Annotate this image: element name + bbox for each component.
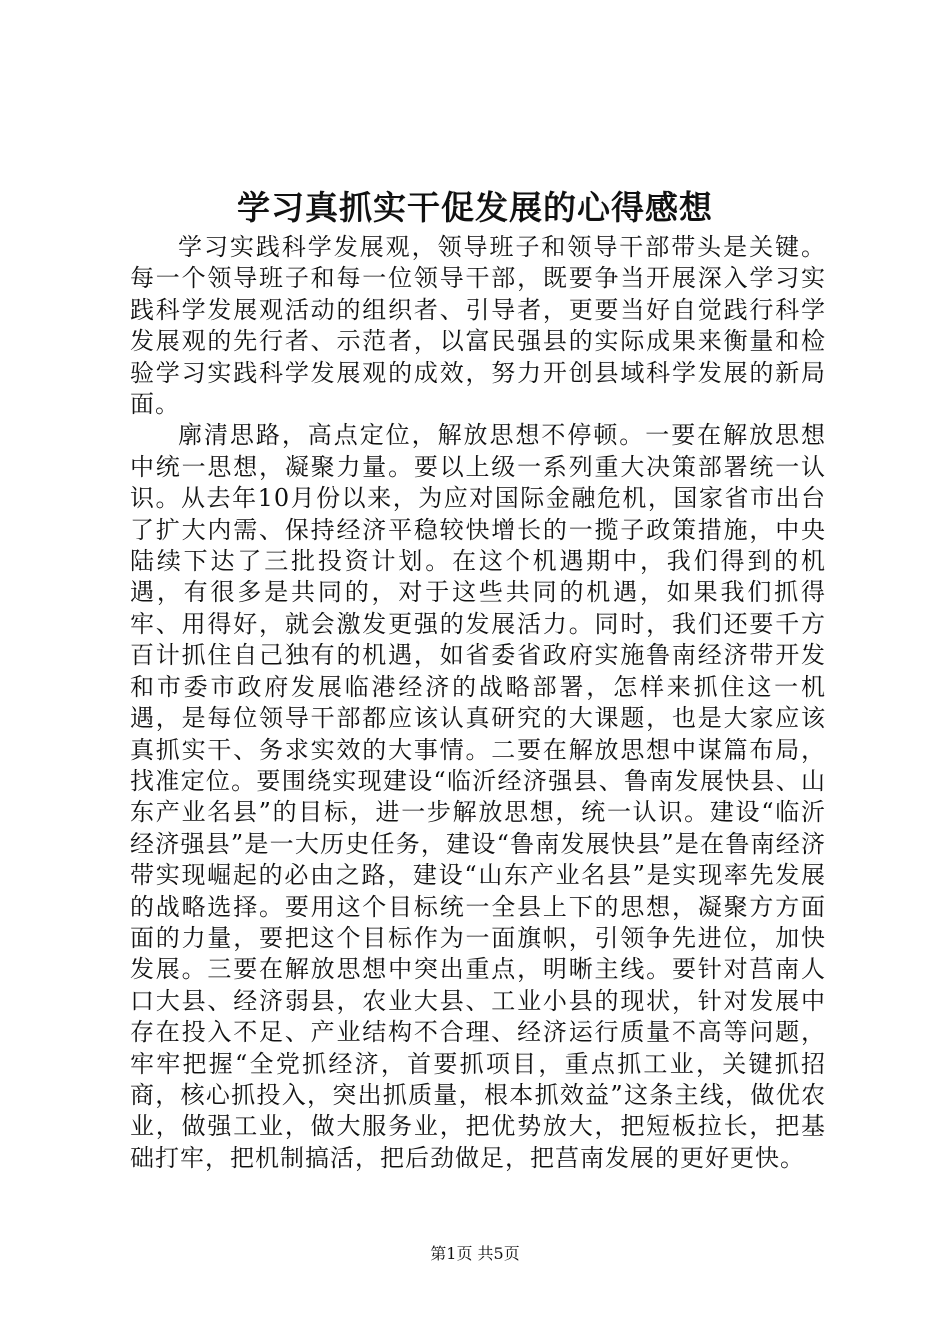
- page-number-footer: 第1页 共5页: [430, 1244, 520, 1263]
- paragraph-1: 学习实践科学发展观，领导班子和领导干部带头是关键。每一个领导班子和每一位领导干部，既要争当开展深入学习实践科学发展观活动的组织者、引导者，更要当好自觉践行科学发展观的先行者、示范者，以富民强县的实际成果来衡量和检验学习实践科学发展观的成效，努力开创县域科学发展的新局面。: [130, 233, 826, 419]
- paragraph-2: 廓清思路，高点定位，解放思想不停顿。一要在解放思想中统一思想，凝聚力量。要以上级一系列重大决策部署统一认识。从去年10月份以来，为应对国际金融危机，国家省市出台了扩大内需、保持经济平稳较快增长的一揽子政策措施，中央陆续下达了三批投资计划。在这个机遇期中，我们得到的机遇，有很多是共同的，对于这些共同的机遇，如果我们抓得牢、用得好，就会激发更强的发展活力。同时，我们还要千方百计抓住自己独有的机遇，如省委省政府实施鲁南经济带开发和市委市政府发展临港经济的战略部署，怎样来抓住这一机遇，是每位领导干部都应该认真研究的大课题，也是大家应该真抓实干、务求实效的大事情。二要在解放思想中谋篇布局，找准定位。要围绕实现建设“临沂经济强县、鲁南发展快县、山东产业名县”的目标，进一步解放思想，统一认识。建设“临沂经济强县”是一大历史任务，建设“鲁南发展快县”是在鲁南经济带实现崛起的必由之路，建设“山东产业名县”是实现率先发展的战略选择。要用这个目标统一全县上下的思想，凝聚方方面面的力量，要把这个目标作为一面旗帜，引领争先进位，加快发展。三要在解放思想中突出重点，明晰主线。要针对莒南人口大县、经济弱县，农业大县、工业小县的现状，针对发展中存在投入不足、产业结构不合理、经济运行质量不高等问题，牢牢把握“全党抓经济，首要抓项目，重点抓工业，关键抓招商，核心抓投入，突出抓质量，根本抓效益”这条主线，做优农业，做强工业，做大服务业，把优势放大，把短板拉长，把基础打牢，把机制搞活，把后劲做足，把莒南发展的更好更快。: [130, 421, 826, 1172]
- document-body: [130, 232, 826, 1174]
- document-title: 学习真抓实干促发展的心得感想: [237, 188, 713, 227]
